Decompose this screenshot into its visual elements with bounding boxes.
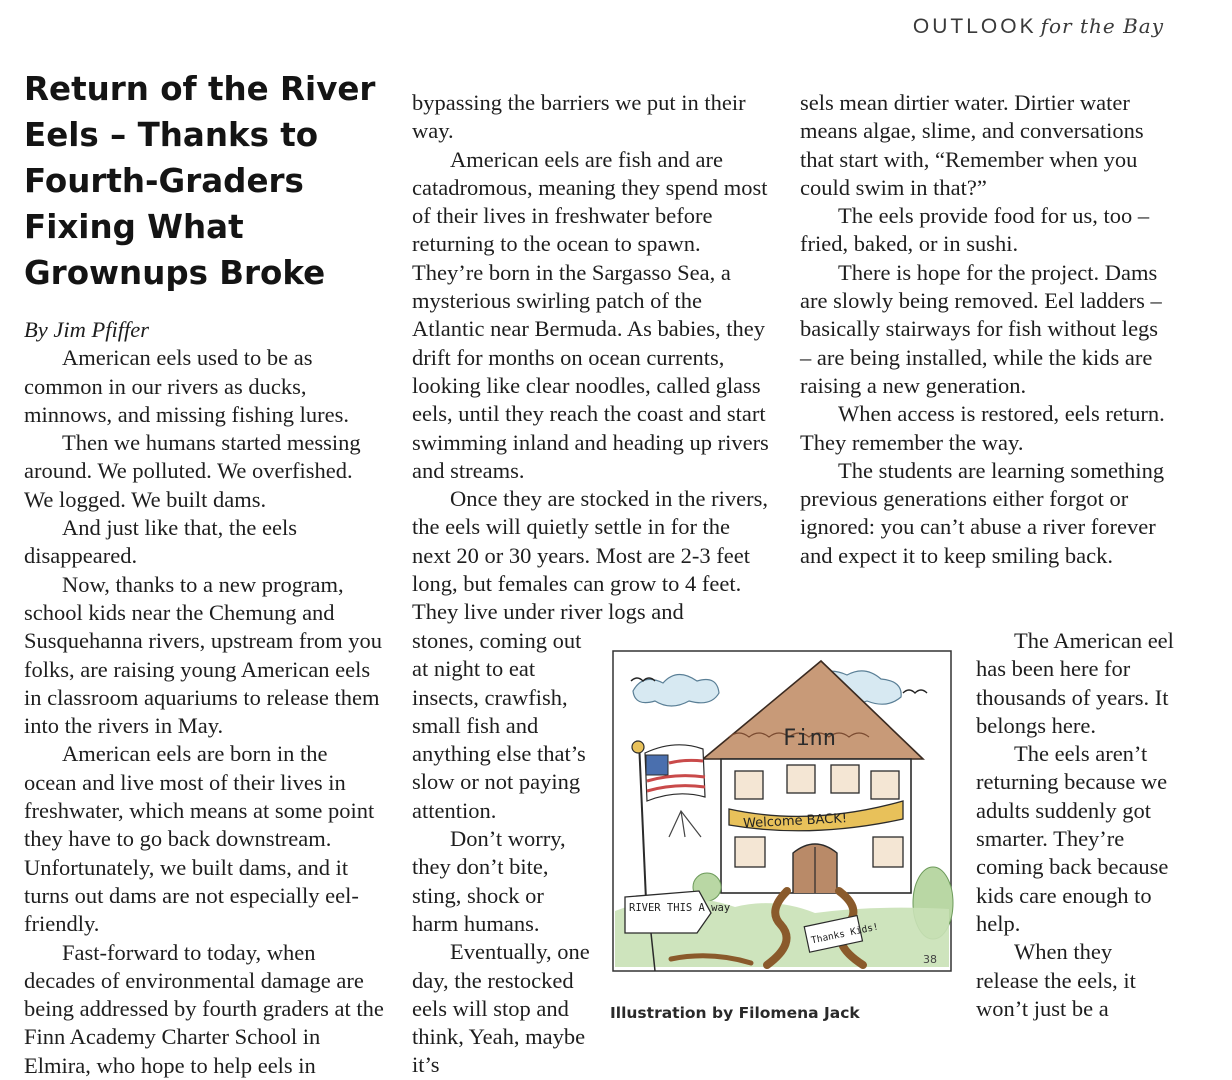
byline: By Jim Pfiffer — [24, 317, 149, 342]
welcome-banner-text: Welcome BACK! — [742, 811, 848, 832]
article-column-2-lower — [412, 627, 592, 1080]
paragraph: When access is restored, eels return. They remember the way. — [800, 401, 1165, 455]
window-icon — [871, 771, 899, 799]
bird-icon — [903, 690, 927, 693]
paragraph: The students are learning something previous generations either forgot or ignored: you can’t abuse a river forever and expect it to keep smiling back. — [800, 457, 1165, 568]
article-column-3-lower — [976, 627, 1176, 1023]
school-illustration — [611, 641, 956, 986]
article-title: Return of the River Eels – Thanks to Fourth-Graders Fixing What Grownups Broke — [24, 70, 376, 292]
paragraph: American eels are born in the ocean and live most of their lives in freshwater, which means at some point they have to go back downstream. Unfortunately, we built dams, and it turns out dams are not especially eel-friendly. — [24, 741, 375, 937]
paragraph: Then we humans started messing around. We polluted. We overfished. We logged. We built dams. — [24, 430, 361, 512]
paragraph: Fast-forward to today, when decades of environmental damage are being addressed by fourth graders at the Finn Academy Charter School in Elmira, who hope to help eels in — [24, 939, 384, 1078]
paragraph: Once they are stocked in the rivers, the eels will quietly settle in for the next 20 or 30 years. Most are 2-3 feet long, but females can grow to 4 feet. They live under river logs and — [412, 486, 768, 625]
paragraph: Don’t worry, they don’t bite, sting, shock or harm humans. — [412, 826, 566, 936]
paragraph: stones, coming out at night to eat insects, crawfish, small fish and anything else that’s slow or not paying attention. — [412, 628, 586, 823]
paragraph: sels mean dirtier water. Dirtier water means algae, slime, and conversations that start with, “Remember when you could swim in that?” — [800, 90, 1144, 200]
river-sign-text: RIVER THIS A way — [629, 902, 731, 914]
paragraph: Eventually, one day, the restocked eels will stop and think, Yeah, maybe it’s — [412, 939, 590, 1078]
paragraph: The American eel has been here for thousands of years. It belongs here. — [976, 628, 1174, 738]
paragraph: There is hope for the project. Dams are slowly being removed. Eel ladders – basically stairways for fish without legs – are being installed, while the kids are raising a new generation. — [800, 259, 1162, 398]
window-icon — [873, 837, 903, 867]
article-column-1 — [24, 316, 384, 1080]
article-column-3 — [800, 89, 1170, 570]
illustration-caption: Illustration by Filomena Jack — [610, 1004, 860, 1022]
paragraph: Now, thanks to a new program, school kids near the Chemung and Susquehanna rivers, upstream from you folks, are raising young American eels in classroom aquariums to release them into the rivers in May. — [24, 571, 383, 739]
artist-signature: 38 — [923, 953, 937, 966]
paragraph: The eels aren’t returning because we adults suddenly got smarter. They’re coming back because kids care enough to help. — [976, 741, 1169, 936]
school-sign: Finn — [783, 726, 836, 751]
paragraph: bypassing the barriers we put in their way. — [412, 90, 746, 144]
article-column-2 — [412, 89, 772, 627]
masthead-word: OUTLOOK — [912, 15, 1037, 38]
window-icon — [787, 765, 815, 793]
window-icon — [735, 837, 765, 867]
window-icon — [831, 765, 859, 793]
paragraph: American eels are fish and are catadromous, meaning they spend most of their lives in freshwater before returning to the ocean to spawn. They’re born in the Sargasso Sea, a mysterious swirling patch of the Atlantic near Bermuda. As babies, they drift for months on ocean currents, looking like clear noodles, called glass eels, until they reach the coast and start swimming inland and heading up rivers and streams. — [412, 146, 769, 483]
thanks-sign-text: Thanks Kids! — [810, 921, 880, 947]
paragraph: And just like that, the eels disappeared. — [24, 515, 297, 569]
paragraph: When they release the eels, it won’t just be a — [976, 939, 1136, 1021]
swing-icon — [669, 811, 701, 837]
masthead — [913, 14, 1164, 39]
paragraph: American eels used to be as common in our rivers as ducks, minnows, and missing fishing lures. — [24, 345, 349, 427]
paragraph: The eels provide food for us, too – fried, baked, or in sushi. — [800, 203, 1150, 257]
masthead-script: for the Bay — [1040, 14, 1164, 38]
window-icon — [735, 771, 763, 799]
